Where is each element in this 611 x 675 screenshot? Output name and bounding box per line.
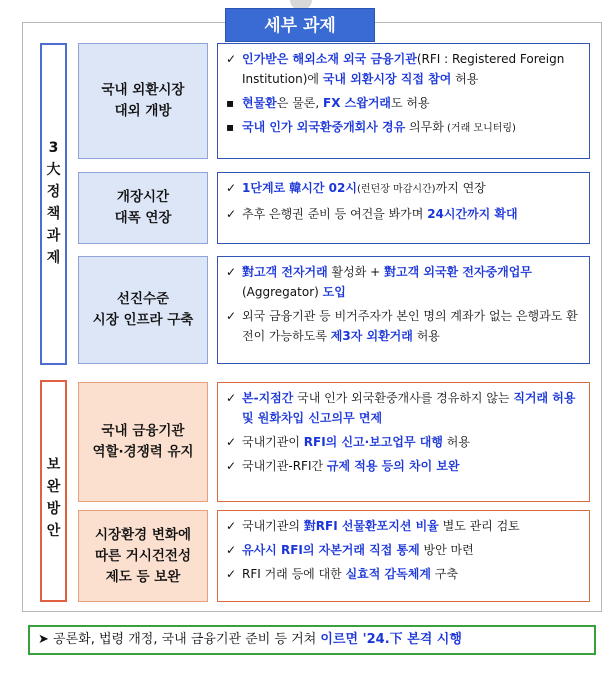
detail-item: [226, 262, 581, 302]
detail-text: 방안 마련: [419, 543, 474, 557]
details-infrastructure: [217, 256, 590, 364]
detail-text: 국내기관-RFI간: [242, 459, 327, 473]
detail-text: 국내기관의: [242, 519, 304, 533]
detail-item: [226, 49, 581, 89]
detail-text: RFI의 신고·보고업무 대행: [303, 435, 443, 449]
detail-text: 도 허용: [391, 96, 430, 110]
category-line: 선진수준: [116, 291, 170, 307]
check-icon: ✓: [226, 459, 237, 473]
check-icon: ✓: [226, 435, 237, 449]
detail-text: 24시간까지 확대: [427, 207, 518, 221]
detail-text: RFI 거래 등에 대한: [242, 567, 346, 581]
detail-text: 본-지점간: [242, 391, 294, 405]
detail-text: 인가받은 해외소재 외국 금융기관: [242, 52, 417, 66]
group-supplement: [40, 380, 67, 602]
detail-text: 별도 관리 검토: [438, 519, 520, 533]
category-line: 제도 등 보완: [105, 568, 181, 585]
detail-text: 對고객 외국환 전자중개업무: [384, 265, 532, 279]
detail-text: 의무화: [405, 120, 444, 134]
detail-text: 구축: [430, 567, 458, 581]
bullet-icon: ▪: [226, 120, 235, 134]
detail-text: 국내기관이: [242, 435, 304, 449]
detail-item: [226, 306, 581, 346]
category-line: 국내 외환시장: [101, 82, 185, 98]
detail-item: [226, 456, 581, 476]
detail-text: 제3자 외환거래: [330, 329, 413, 343]
check-icon: ✓: [226, 543, 237, 557]
arrow-icon: ➤: [38, 632, 49, 647]
detail-item: [226, 564, 581, 584]
detail-text: 외국 금융기관 등 비거주자가 본인 명의 계좌가 없는 은행과도 환전이 가능하도록: [242, 309, 578, 343]
category-macroprudential: [78, 510, 208, 602]
detail-text: (Aggregator): [242, 285, 323, 299]
check-icon: ✓: [226, 309, 237, 323]
detail-text: 현물환: [242, 96, 277, 110]
detail-text: 직거래 허용 및 원화차입 신고의무 면제: [242, 391, 576, 425]
group-policy-tasks-label: 3 大 정 책 과 제: [46, 140, 61, 266]
detail-text: 對RFI 선물환포지션 비율: [303, 519, 439, 533]
implementation-note: [28, 625, 596, 655]
category-market-opening: [78, 43, 208, 159]
detail-text: 국내 외환시장 직접 참여: [322, 72, 452, 86]
detail-text: 허용: [442, 435, 470, 449]
category-line: 따른 거시건전성: [95, 547, 191, 564]
detail-text: 허용: [451, 72, 479, 86]
category-line: 개장시간: [116, 189, 170, 205]
detail-item: [226, 204, 581, 224]
details-hours-extension: [217, 172, 590, 244]
detail-text: 규제 적용 등의 차이 보완: [326, 459, 460, 473]
detail-item: [226, 540, 581, 560]
check-icon: ✓: [226, 519, 237, 533]
detail-text: 실효적 감독체계: [345, 567, 431, 581]
category-line: 대외 개방: [114, 103, 172, 119]
detail-text: 국내 인가 외국환중개사를 경유하지 않는: [293, 391, 514, 405]
category-domestic-role: [78, 382, 208, 502]
bullet-icon: ▪: [226, 96, 235, 110]
detail-text: 추후 은행권 준비 등 여건을 봐가며: [242, 207, 428, 221]
detail-item: [226, 178, 581, 200]
category-line: 국내 금융기관: [101, 423, 185, 439]
detail-item: [226, 388, 581, 428]
detail-item: [226, 117, 581, 139]
detail-text: 도입: [322, 285, 346, 299]
note-text: 공론화, 법령 개정, 국내 금융기관 준비 등 거쳐: [53, 632, 321, 647]
detail-item: [226, 516, 581, 536]
detail-text: 은 물론,: [276, 96, 324, 110]
detail-text: 까지 연장: [435, 181, 486, 195]
category-line: 시장 인프라 구축: [92, 312, 194, 328]
note-highlight: 이르면 '24.下 본격 시행: [320, 632, 462, 647]
category-line: 역할·경쟁력 유지: [92, 444, 194, 460]
group-supplement-label: 보 완 방 안: [46, 457, 61, 539]
category-line: 시장환경 변화에: [95, 526, 191, 543]
detail-text: (런던장 마감시간): [356, 184, 436, 195]
check-icon: ✓: [226, 265, 237, 279]
detail-text: 對고객 전자거래: [242, 265, 328, 279]
category-line: 대폭 연장: [114, 210, 172, 226]
detail-item: [226, 432, 581, 452]
detail-text: (거래 모니터링): [443, 123, 516, 134]
detail-text: 국내 인가 외국환중개회사 경유: [242, 120, 406, 134]
detail-text: (RFI : Registered Foreign Institution): [242, 52, 565, 86]
check-icon: ✓: [226, 181, 237, 195]
check-icon: ✓: [226, 567, 237, 581]
detail-item: [226, 93, 581, 113]
detail-text: 활성화 +: [327, 265, 385, 279]
detail-text: 에: [307, 72, 323, 86]
category-infrastructure: [78, 256, 208, 364]
check-icon: ✓: [226, 52, 237, 66]
detail-text: 허용: [412, 329, 440, 343]
detail-text: 유사시 RFI의 자본거래 직접 통제: [242, 543, 420, 557]
page-title: 세부 과제: [225, 8, 375, 42]
check-icon: ✓: [226, 207, 237, 221]
check-icon: ✓: [226, 391, 237, 405]
detail-text: FX 스왑거래: [323, 96, 392, 110]
details-market-opening: [217, 43, 590, 159]
category-hours-extension: [78, 172, 208, 244]
detail-text: 1단계로 韓시간 02시: [242, 181, 357, 195]
details-macroprudential: [217, 510, 590, 602]
details-domestic-role: [217, 382, 590, 502]
group-policy-tasks: [40, 43, 67, 365]
